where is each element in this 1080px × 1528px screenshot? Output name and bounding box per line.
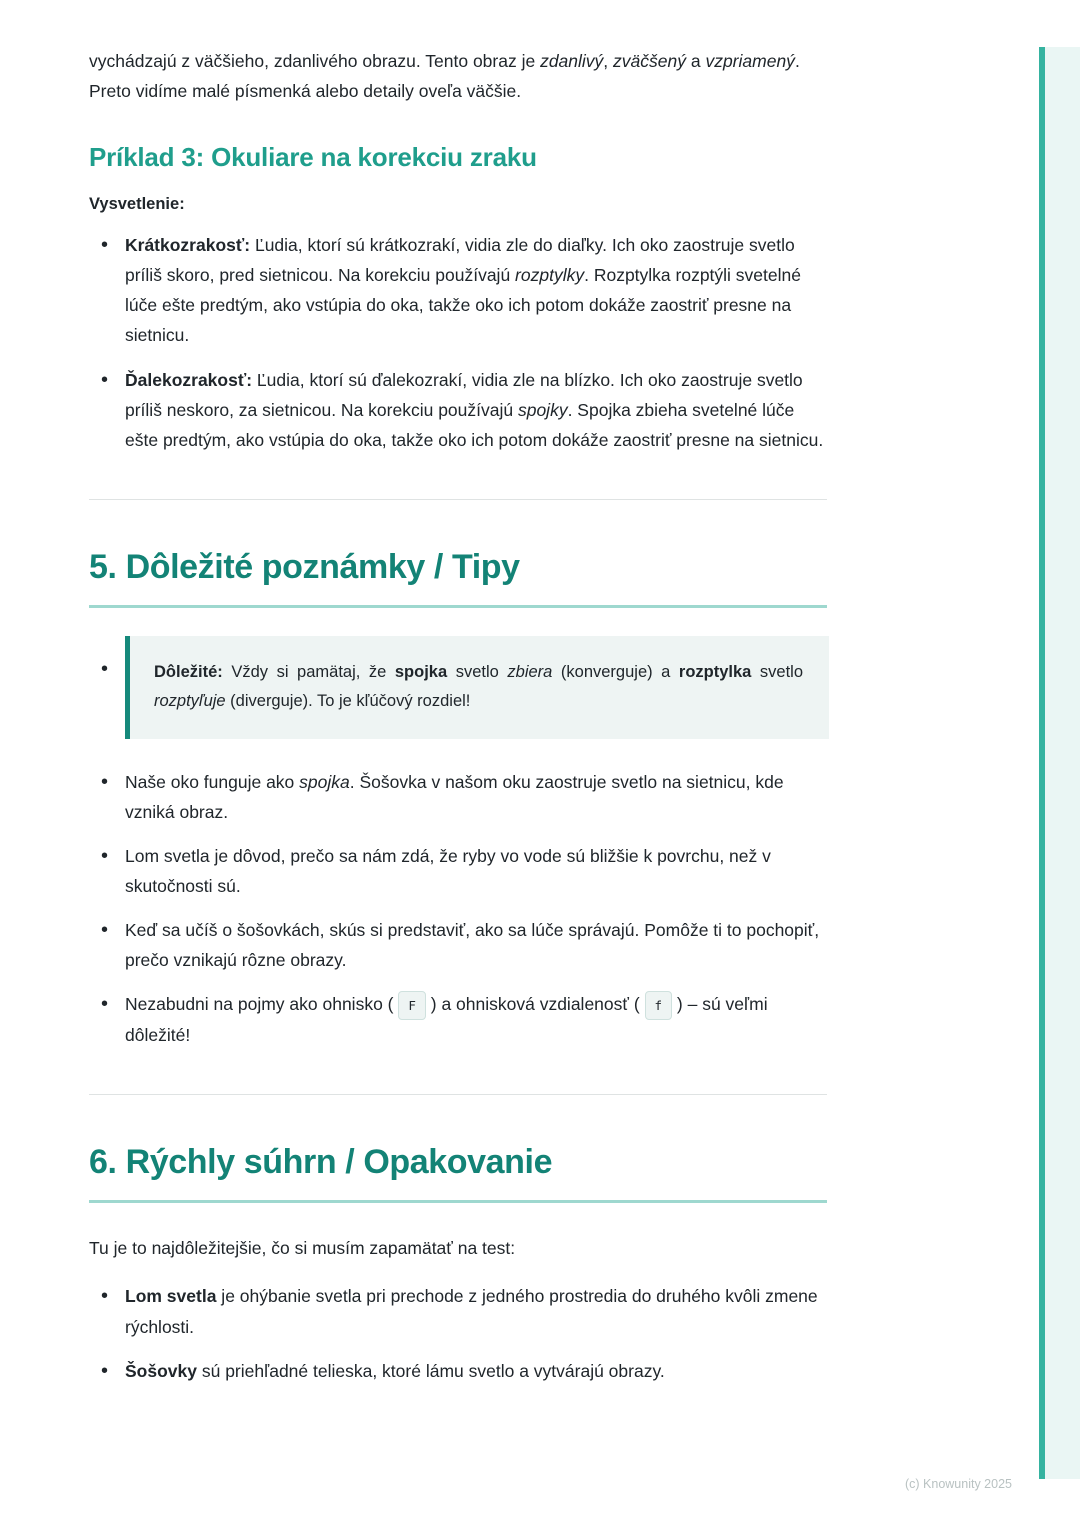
list-item-focal-terms xyxy=(89,989,829,1050)
list-item-term: Krátkozrakosť: xyxy=(125,235,251,256)
list-item-em1: spojka xyxy=(299,771,350,792)
list-item-part2: ) a ohnisková vzdialenosť ( xyxy=(425,994,645,1015)
intro-paragraph-em3: vzpriamený xyxy=(705,51,795,71)
section-heading-5: 5. Dôležité poznámky / Tipy xyxy=(89,547,520,586)
list-item xyxy=(89,841,829,901)
right-edge-accent-bar xyxy=(1039,47,1045,1479)
list-item-part1: Ľudia, ktorí sú ďalekozrakí, vidia zle na blízko. Ich oko zaostruje svetlo príliš neskoro, za sietnicou. Na korekciu používajú xyxy=(125,369,803,420)
list-item-part2: . Rozptylka rozptýli svetelné lúče ešte predtým, ako vstúpia do oka, takže oko ich potom dokáže zaostriť presne na sietnicu. xyxy=(125,265,801,346)
callout-strong1: spojka xyxy=(394,662,448,681)
list-item-part2: . Spojka zbieha svetelné lúče ešte predtým, ako vstúpia do oka, takže oko ich potom dokáže zaostriť presne na sietnicu. xyxy=(125,399,824,450)
list-item-term: Šošovky xyxy=(125,1360,197,1381)
tips-list xyxy=(89,767,829,1051)
important-callout xyxy=(125,636,829,739)
focal-point-symbol: F xyxy=(398,991,426,1021)
list-item-part1: Naše oko funguje ako xyxy=(125,771,300,792)
explanation-label: Vysvetlenie: xyxy=(89,195,185,214)
list-item-part1: Ľudia, ktorí sú krátkozrakí, vidia zle do diaľky. Ich oko zaostruje svetlo príliš skoro, pred sietnicou. Na korekciu používajú xyxy=(125,235,795,286)
list-item-part2: . Šošovka v našom oku zaostruje svetlo na sietnicu, kde vzniká obraz. xyxy=(125,771,784,822)
list-item-rest: je ohýbanie svetla pri prechode z jedného prostredia do druhého kvôli zmene rýchlosti. xyxy=(125,1286,818,1337)
intro-paragraph-em1: zdanlivý xyxy=(540,51,604,71)
example-heading: Príklad 3: Okuliare na korekciu zraku xyxy=(89,142,537,173)
list-item-em1: spojky xyxy=(517,399,568,420)
list-item xyxy=(89,1281,829,1341)
intro-paragraph-part4: . Preto vidíme malé písmenká alebo detaily oveľa väčšie. xyxy=(89,51,800,102)
section-heading-6: 6. Rýchly súhrn / Opakovanie xyxy=(89,1143,553,1182)
list-item xyxy=(89,915,829,975)
document-content xyxy=(89,46,829,1400)
callout-bullet-row xyxy=(89,636,829,739)
callout-part2: svetlo xyxy=(447,662,508,681)
list-item-em1: rozptylky xyxy=(515,265,585,286)
callout-term: Dôležité: xyxy=(154,662,223,681)
heading-underline xyxy=(89,1200,827,1203)
heading-underline xyxy=(89,605,827,608)
summary-list xyxy=(89,1281,829,1385)
intro-paragraph-part2: , xyxy=(603,51,614,71)
list-item-rest: sú priehľadné telieska, ktoré lámu svetlo a vytvárajú obrazy. xyxy=(196,1360,665,1381)
list-item-term: Lom svetla xyxy=(125,1286,217,1307)
summary-intro: Tu je to najdôležitejšie, čo si musím zapamätať na test: xyxy=(89,1238,516,1259)
intro-paragraph-part3: a xyxy=(685,51,706,71)
intro-paragraph-part1: vychádzajú z väčšieho, zdanlivého obrazu. Tento obraz je xyxy=(89,51,541,71)
list-item-part3: ) – sú veľmi dôležité! xyxy=(125,994,768,1046)
explanation-list xyxy=(89,230,829,455)
list-item-part1: Keď sa učíš o šošovkách, skús si predstaviť, ako sa lúče správajú. Pomôže ti to pochopiť, prečo vznikajú rôzne obrazy. xyxy=(125,919,820,971)
list-item xyxy=(89,230,829,350)
callout-part5: (diverguje). To je kľúčový rozdiel! xyxy=(225,692,471,711)
right-edge-background xyxy=(1045,47,1080,1479)
list-item xyxy=(89,767,829,827)
intro-paragraph xyxy=(89,46,829,106)
list-item-part1: Lom svetla je dôvod, prečo sa nám zdá, že ryby vo vode sú bližšie k povrchu, než v skutočnosti sú. xyxy=(125,845,771,896)
callout-part1: Vždy si pamätaj, že xyxy=(222,662,395,681)
callout-part3: (konverguje) a xyxy=(552,662,679,681)
intro-paragraph-em2: zväčšený xyxy=(613,51,686,71)
list-item-term: Ďalekozrakosť: xyxy=(125,369,253,390)
copyright-watermark: (c) Knowunity 2025 xyxy=(904,1477,1012,1491)
callout-em1: zbiera xyxy=(507,662,553,681)
list-item-part1: Nezabudni na pojmy ako ohnisko ( xyxy=(125,994,399,1015)
callout-em2: rozptyľuje xyxy=(154,692,226,711)
callout-strong2: rozptylka xyxy=(678,662,752,681)
section-divider xyxy=(89,1094,827,1095)
callout-part4: svetlo xyxy=(751,662,804,681)
focal-length-symbol: f xyxy=(645,991,673,1021)
section-divider xyxy=(89,499,827,500)
list-item xyxy=(89,1356,829,1386)
list-item xyxy=(89,365,829,455)
